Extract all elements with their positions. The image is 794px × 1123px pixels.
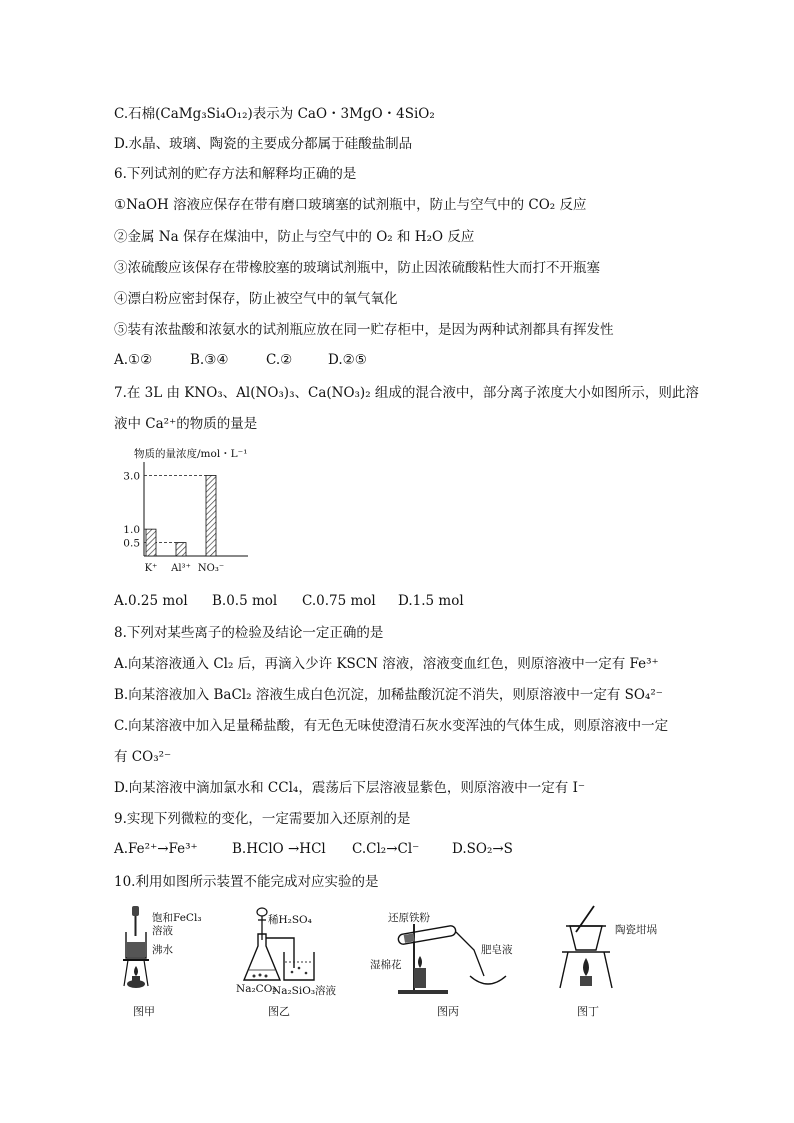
q8-option-c-cont: 有 CO₃²⁻: [114, 749, 172, 765]
q6-statement-1: ①NaOH 溶液应保存在带有磨口玻璃塞的试剂瓶中，防止与空气中的 CO₂ 反应: [114, 197, 587, 213]
q9-option-c: C.Cl₂→Cl⁻: [352, 841, 420, 857]
q8-option-d: D.向某溶液中滴加氯水和 CCl₄，震荡后下层溶液显紫色，则原溶液中一定有 I⁻: [114, 780, 586, 796]
q7-stem: 7.在 3L 由 KNO₃、Al(NO₃)₃、Ca(NO₃)₂ 组成的混合液中，部分离子浓度大小如图所示，则此溶: [114, 385, 699, 401]
q8-option-c: C.向某溶液中加入足量稀盐酸，有无色无味使澄清石灰水变浑浊的气体生成，则原溶液中一定: [114, 718, 669, 734]
q6-option-d: D.②⑤: [328, 352, 367, 368]
q7-option-b: B.0.5 mol: [212, 593, 278, 609]
chart-bars: [146, 475, 216, 556]
figure-jia-caption: 图甲: [133, 1005, 155, 1018]
ion-concentration-chart: [118, 444, 268, 580]
figure-bing-label-2: 湿棉花: [370, 959, 402, 971]
q7-option-c: C.0.75 mol: [302, 593, 376, 609]
q6-option-c: C.②: [266, 352, 293, 368]
q8-stem: 8.下列对某些离子的检验及结论一定正确的是: [114, 625, 384, 641]
q8-option-a: A.向某溶液通入 Cl₂ 后，再滴入少许 KSCN 溶液，溶液变血红色，则原溶液中一定有 Fe³⁺: [114, 656, 659, 672]
q9-option-d: D.SO₂→S: [452, 841, 513, 857]
figure-bing-label-1: 还原铁粉: [388, 912, 430, 924]
chart-bar-0: [146, 529, 156, 556]
q6-option-a: A.①②: [114, 352, 153, 368]
q9-option-b: B.HClO →HCl: [232, 841, 326, 857]
q6-statement-5: ⑤装有浓盐酸和浓氨水的试剂瓶应放在同一贮存柜中，是因为两种试剂都具有挥发性: [114, 322, 614, 338]
figure-bing-label-3: 肥皂液: [481, 944, 513, 956]
figure-jia-label-1: 饱和FeCl₃: [152, 912, 202, 924]
q9-stem: 9.实现下列微粒的变化，一定需要加入还原剂的是: [114, 811, 411, 827]
figure-yi-label-1: 稀H₂SO₄: [268, 914, 312, 926]
chart-x-tick-label-0: K⁺: [144, 563, 158, 574]
q6-option-b: B.③④: [190, 352, 229, 368]
q7-option-d: D.1.5 mol: [398, 593, 464, 609]
q9-option-a: A.Fe²⁺→Fe³⁺: [114, 841, 198, 857]
q7-stem-cont: 液中 Ca²⁺的物质的量是: [114, 416, 258, 432]
chart-bar-1: [176, 543, 186, 556]
chart-y-title: 物质的量浓度/mol・L⁻¹: [134, 448, 248, 460]
q5-option-c: C.石棉(CaMg₃Si₄O₁₂)表示为 CaO・3MgO・4SiO₂: [114, 106, 435, 122]
figure-jia-label-3: 沸水: [152, 944, 173, 956]
q8-option-b: B.向某溶液加入 BaCl₂ 溶液生成白色沉淀，加稀盐酸沉淀不消失，则原溶液中一定有 SO₄²⁻: [114, 687, 663, 703]
figure-jia-label-2: 溶液: [152, 925, 173, 937]
figure-bing-caption: 图丙: [437, 1005, 459, 1018]
chart-x-ticks: [145, 563, 225, 574]
figure-ding-label-1: 陶瓷坩埚: [615, 924, 657, 936]
q10-stem: 10.利用如图所示装置不能完成对应实验的是: [114, 874, 379, 890]
chart-axes: [144, 462, 248, 556]
figure-ding-caption: 图丁: [577, 1005, 599, 1018]
chart-bar-2: [206, 475, 216, 556]
figure-ding-apparatus: [554, 902, 624, 994]
figure-yi-caption: 图乙: [268, 1005, 290, 1018]
q6-statement-2: ②金属 Na 保存在煤油中，防止与空气中的 O₂ 和 H₂O 反应: [114, 229, 475, 245]
chart-y-ticks: [123, 470, 140, 549]
q6-statement-4: ④漂白粉应密封保存，防止被空气中的氧气氧化: [114, 291, 398, 307]
chart-x-tick-label-1: Al³⁺: [171, 563, 191, 574]
chart-y-tick-label-1: 1.0: [123, 524, 140, 537]
q6-statement-3: ③浓硫酸应该保存在带橡胶塞的玻璃试剂瓶中，防止因浓硫酸粘性大而打不开瓶塞: [114, 260, 600, 276]
chart-y-tick-label-0: 3.0: [123, 470, 140, 483]
figure-yi-label-2: Na₂CO₃: [236, 983, 277, 995]
chart-x-tick-label-2: NO₃⁻: [197, 563, 225, 574]
figure-yi-label-3: Na₂SiO₃溶液: [272, 985, 337, 997]
q5-option-d: D.水晶、玻璃、陶瓷的主要成分都属于硅酸盐制品: [114, 136, 413, 152]
q6-stem: 6.下列试剂的贮存方法和解释均正确的是: [114, 166, 357, 182]
chart-y-tick-label-2: 0.5: [123, 537, 140, 550]
q7-option-a: A.0.25 mol: [114, 593, 188, 609]
